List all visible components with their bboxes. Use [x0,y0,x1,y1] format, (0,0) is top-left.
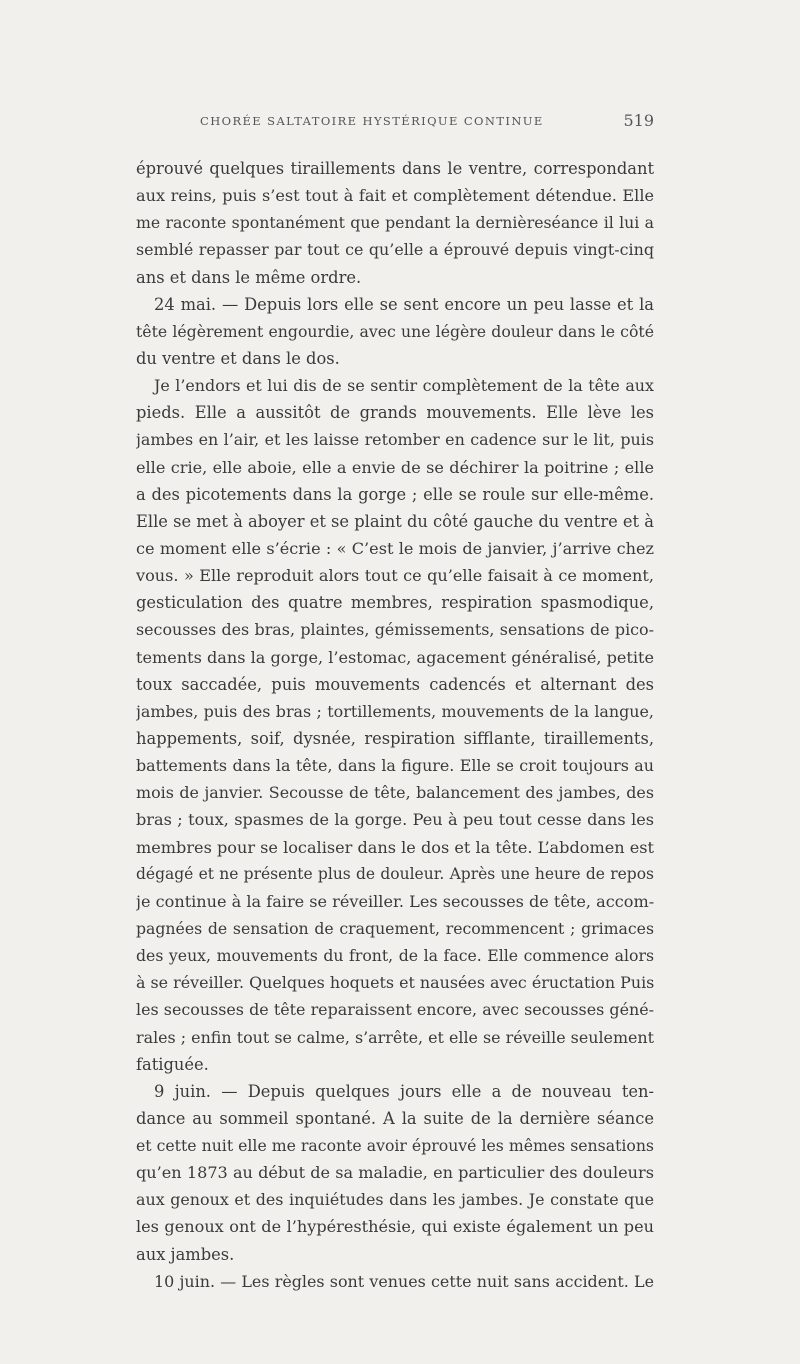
text-line: 9 juin. — Depuis quelques jours elle a de nouveau ten- [154,1081,654,1101]
text-line: jambes en l’air, et les laisse retomber en cadence sur le lit, puis [136,430,654,450]
text-line: happements, soif, dysnée, respiration sifflante, tiraillements, [136,728,654,748]
text-line: tête légèrement engourdie, avec une légère douleur dans le côté [136,321,654,341]
text-line: éprouvé quelques tiraillements dans le ventre, correspondant [136,159,654,178]
text-line: battements dans la tête, dans la figure. Elle se croit toujours au [136,756,654,776]
text-line: fatiguée. [136,1054,209,1074]
text-line: tements dans la gorge, l’estomac, agacement généralisé, petite [136,647,654,667]
running-title: CHORÉE SALTATOIRE HYSTÉRIQUE CONTINUE [200,114,544,128]
text-line: dance au sommeil spontané. A la suite de la dernière séance [136,1108,654,1128]
text-line: jambes, puis des bras ; tortillements, mouvements de la langue, [136,701,654,721]
text-line: secousses des bras, plaintes, gémissements, sensations de pico- [136,620,654,640]
body-text [136,155,654,1295]
text-line: Je l’endors et lui dis de se sentir complètement de la tête aux [154,376,654,396]
text-line: du ventre et dans le dos. [136,348,340,368]
text-line: ans et dans le même ordre. [136,267,362,287]
text-line: vous. » Elle reproduit alors tout ce qu’elle faisait à ce moment, [136,566,654,586]
text-line: 24 mai. — Depuis lors elle se sent encore un peu lasse et la [154,294,654,314]
text-line: pagnées de sensation de craquement, recommencent ; grimaces [136,918,654,938]
text-line: aux jambes. [136,1244,235,1264]
text-line: aux reins, puis s’est tout à fait et complètement détendue. Elle [136,186,654,206]
text-line: toux saccadée, puis mouvements cadencés et alternant des [136,674,654,694]
text-line: qu’en 1873 au début de sa maladie, en particulier des douleurs [136,1163,654,1183]
text-line: les genoux ont de l’hypéresthésie, qui existe également un peu [136,1217,654,1237]
page-number: 519 [623,111,654,130]
text-line: rales ; enfin tout se calme, s’arrête, et elle se réveille seulement [136,1027,654,1047]
text-line: 10 juin. — Les règles sont venues cette nuit sans accident. Le [154,1271,654,1291]
text-line: gesticulation des quatre membres, respiration spasmodique, [136,593,654,613]
text-line: semblé repasser par tout ce qu’elle a éprouvé depuis vingt-cinq [136,240,654,260]
text-line: Elle se met à aboyer et se plaint du côté gauche du ventre et à [136,511,654,531]
running-head [136,111,654,144]
text-line: bras ; toux, spasmes de la gorge. Peu à peu tout cesse dans les [136,810,654,830]
text-line: elle crie, elle aboie, elle a envie de se déchirer la poitrine ; elle [136,457,654,477]
text-line: et cette nuit elle me raconte avoir éprouvé les mêmes sensations [136,1136,654,1156]
text-line: aux genoux et des inquiétudes dans les jambes. Je constate que [136,1190,654,1210]
text-line: pieds. Elle a aussitôt de grands mouvements. Elle lève les [136,403,654,423]
text-line: des yeux, mouvements du front, de la face. Elle commence alors [136,946,654,966]
text-line: je continue à la faire se réveiller. Les secousses de tête, accom- [136,891,654,911]
text-line: a des picotements dans la gorge ; elle se roule sur elle-même. [136,484,654,504]
text-line: à se réveiller. Quelques hoquets et nausées avec éructation Puis [136,973,654,993]
text-line: ce moment elle s’écrie : « C’est le mois de janvier, j’arrive chez [136,538,654,558]
text-line: dégagé et ne présente plus de douleur. Après une heure de repos [136,864,654,883]
text-line: membres pour se localiser dans le dos et la tête. L’abdomen est [136,837,654,857]
text-line: les secousses de tête reparaissent encore, avec secousses géné- [136,1000,654,1020]
text-line: me raconte spontanément que pendant la dernièreséance il lui a [136,213,654,233]
text-line: mois de janvier. Secousse de tête, balancement des jambes, des [136,783,654,803]
